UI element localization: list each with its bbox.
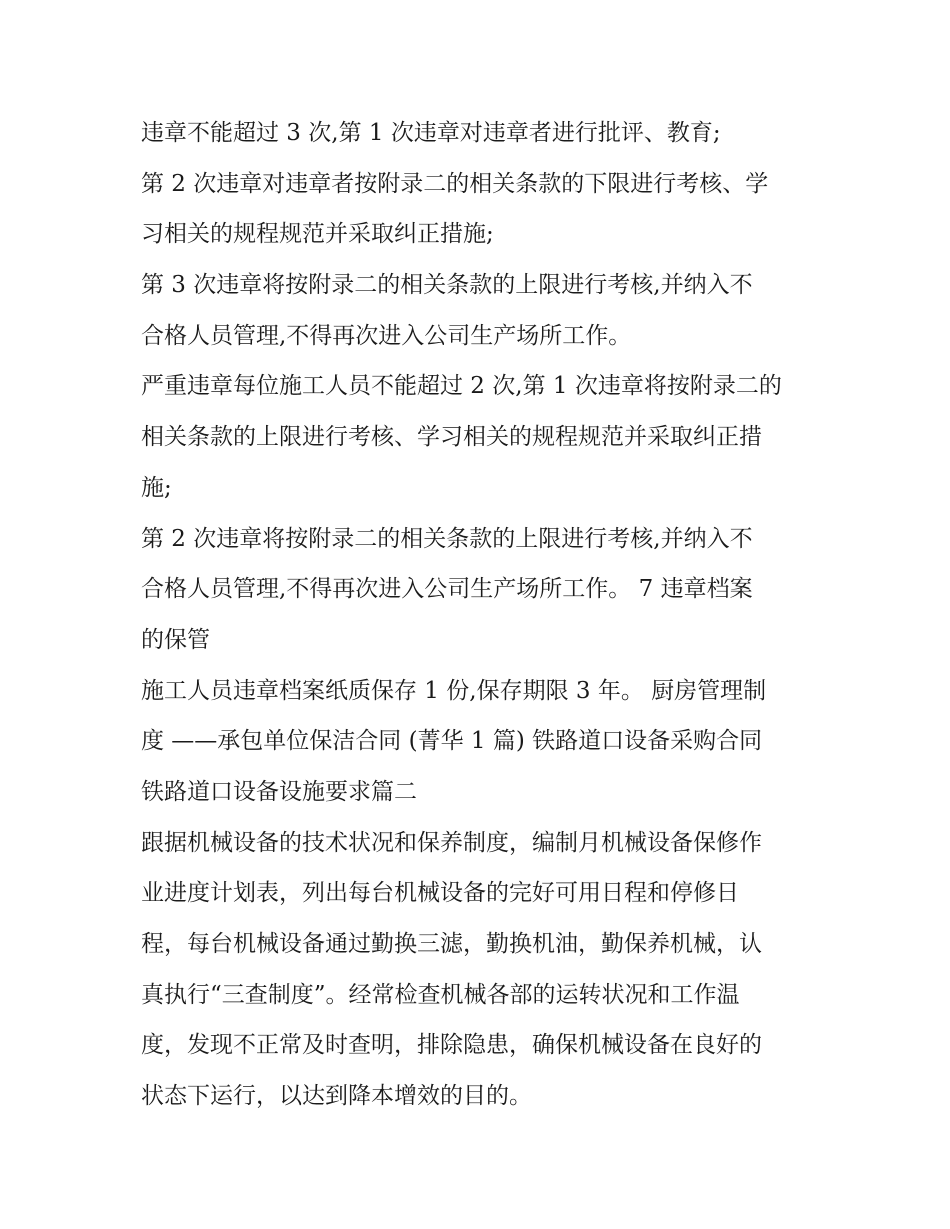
text-line: 第 2 次违章对违章者按附录二的相关条款的下限进行考核、学 <box>141 170 769 197</box>
text-line: 度 ——承包单位保洁合同 (菁华 1 篇) 铁路道口设备采购合同 <box>141 728 763 755</box>
text-line: 真执行“三查制度”。经常检查机械各部的运转状况和工作温 <box>141 981 740 1008</box>
text-line: 第 2 次违章将按附录二的相关条款的上限进行考核,并纳入不 <box>141 525 753 552</box>
text-line: 相关条款的上限进行考核、学习相关的规程规范并采取纠正措 <box>141 424 762 451</box>
text-line: 违章不能超过 3 次,第 1 次违章对违章者进行批评、教育; <box>141 120 721 146</box>
text-line: 施; <box>141 474 172 501</box>
text-line: 度，发现不正常及时查明，排除隐患，确保机械设备在良好的 <box>141 1032 762 1059</box>
text-line: 第 3 次违章将按附录二的相关条款的上限进行考核,并纳入不 <box>141 272 753 299</box>
text-line: 业进度计划表，列出每台机械设备的完好可用日程和停修日 <box>141 880 739 907</box>
text-line: 铁路道口设备设施要求篇二 <box>141 778 417 805</box>
text-line: 习相关的规程规范并采取纠正措施; <box>141 221 494 248</box>
text-line: 的保管 <box>141 626 210 653</box>
text-line: 跟据机械设备的技术状况和保养制度，编制月机械设备保修作 <box>141 829 762 856</box>
text-line: 严重违章每位施工人员不能超过 2 次,第 1 次违章将按附录二的 <box>141 373 782 400</box>
text-line: 施工人员违章档案纸质保存 1 份,保存期限 3 年。 厨房管理制 <box>141 677 767 704</box>
document-body <box>141 108 821 1122</box>
text-line: 合格人员管理,不得再次进入公司生产场所工作。 7 违章档案 <box>141 576 753 603</box>
text-line: 合格人员管理,不得再次进入公司生产场所工作。 <box>141 322 632 349</box>
text-line: 程，每台机械设备通过勤换三滤，勤换机油，勤保养机械，认 <box>141 931 762 957</box>
text-line: 状态下运行，以达到降本增效的目的。 <box>141 1083 532 1110</box>
